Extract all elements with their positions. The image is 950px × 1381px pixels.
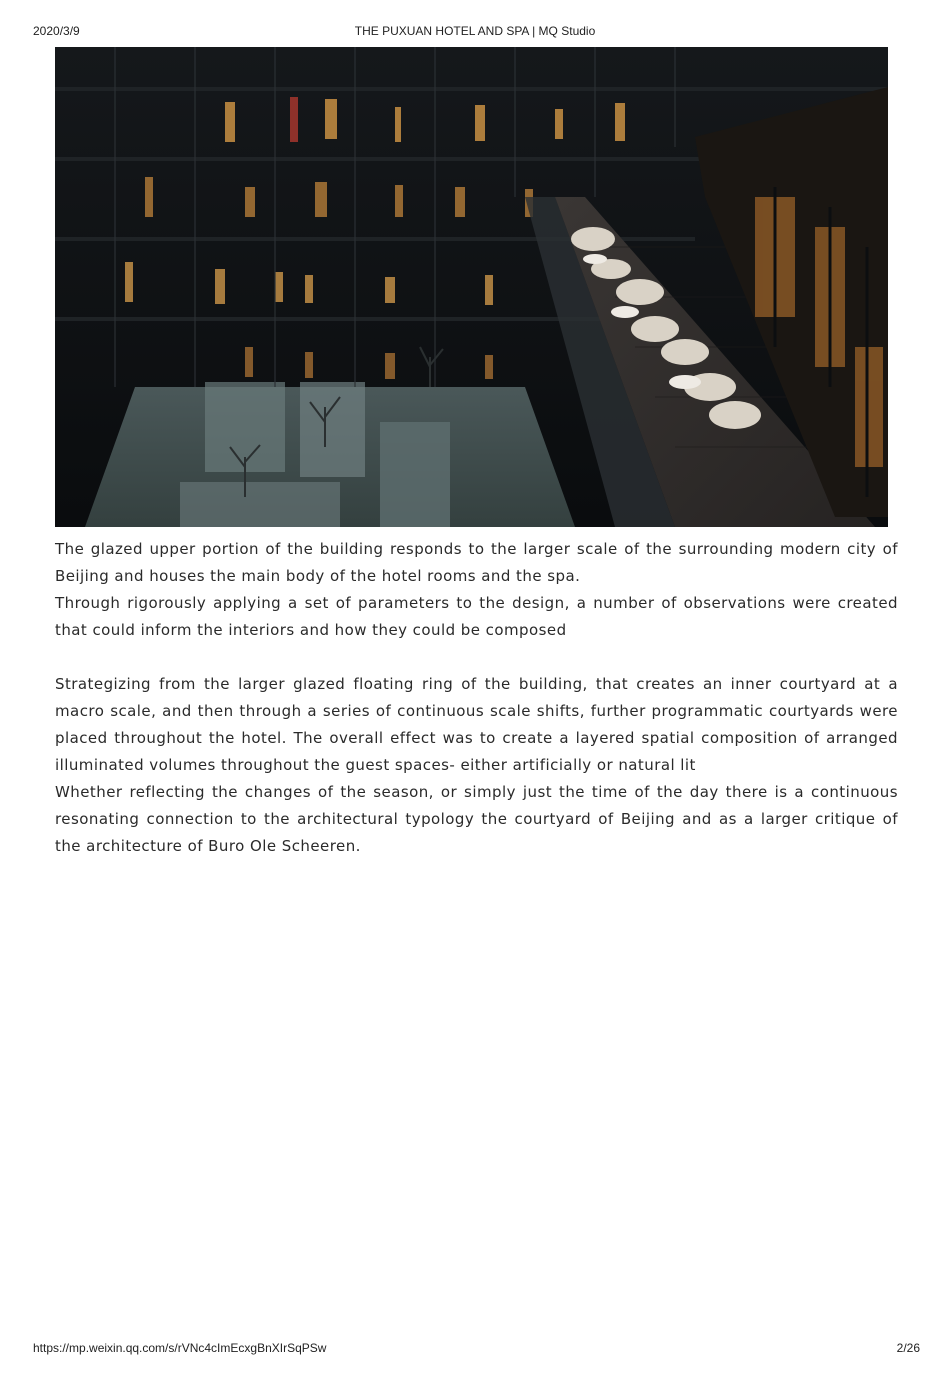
article-paragraph: The glazed upper portion of the building responds to the larger scale of the surrounding modern city of Beijing and houses the main body of the hotel rooms and the spa.	[55, 540, 898, 585]
print-footer	[0, 1341, 950, 1357]
hotel-courtyard-photo	[55, 47, 888, 527]
article-paragraph: Strategizing from the larger glazed floating ring of the building, that creates an inner courtyard at a macro scale, and then through a series of continuous scale shifts, further programmatic courtyards were placed throughout the hotel. The overall effect was to create a layered spatial composition of arranged illuminated volumes throughout the guest spaces- either artificially or natural lit	[55, 675, 898, 774]
page-number: 2/26	[896, 1341, 920, 1355]
print-header	[0, 24, 950, 40]
paragraph-spacer	[55, 644, 898, 671]
document-title: THE PUXUAN HOTEL AND SPA | MQ Studio	[354, 24, 596, 38]
article-body	[55, 536, 898, 860]
courtyard-illustration	[55, 47, 888, 527]
print-date: 2020/3/9	[33, 24, 80, 38]
article-paragraph: Whether reflecting the changes of the season, or simply just the time of the day there is a continuous resonating connection to the architectural typology the courtyard of Beijing and as a larger critique of the architecture of Buro Ole Scheeren.	[55, 783, 898, 855]
article-paragraph: Through rigorously applying a set of parameters to the design, a number of observations were created that could inform the interiors and how they could be composed	[55, 594, 898, 639]
source-url: https://mp.weixin.qq.com/s/rVNc4cImEcxgBnXIrSqPSw	[33, 1341, 327, 1355]
